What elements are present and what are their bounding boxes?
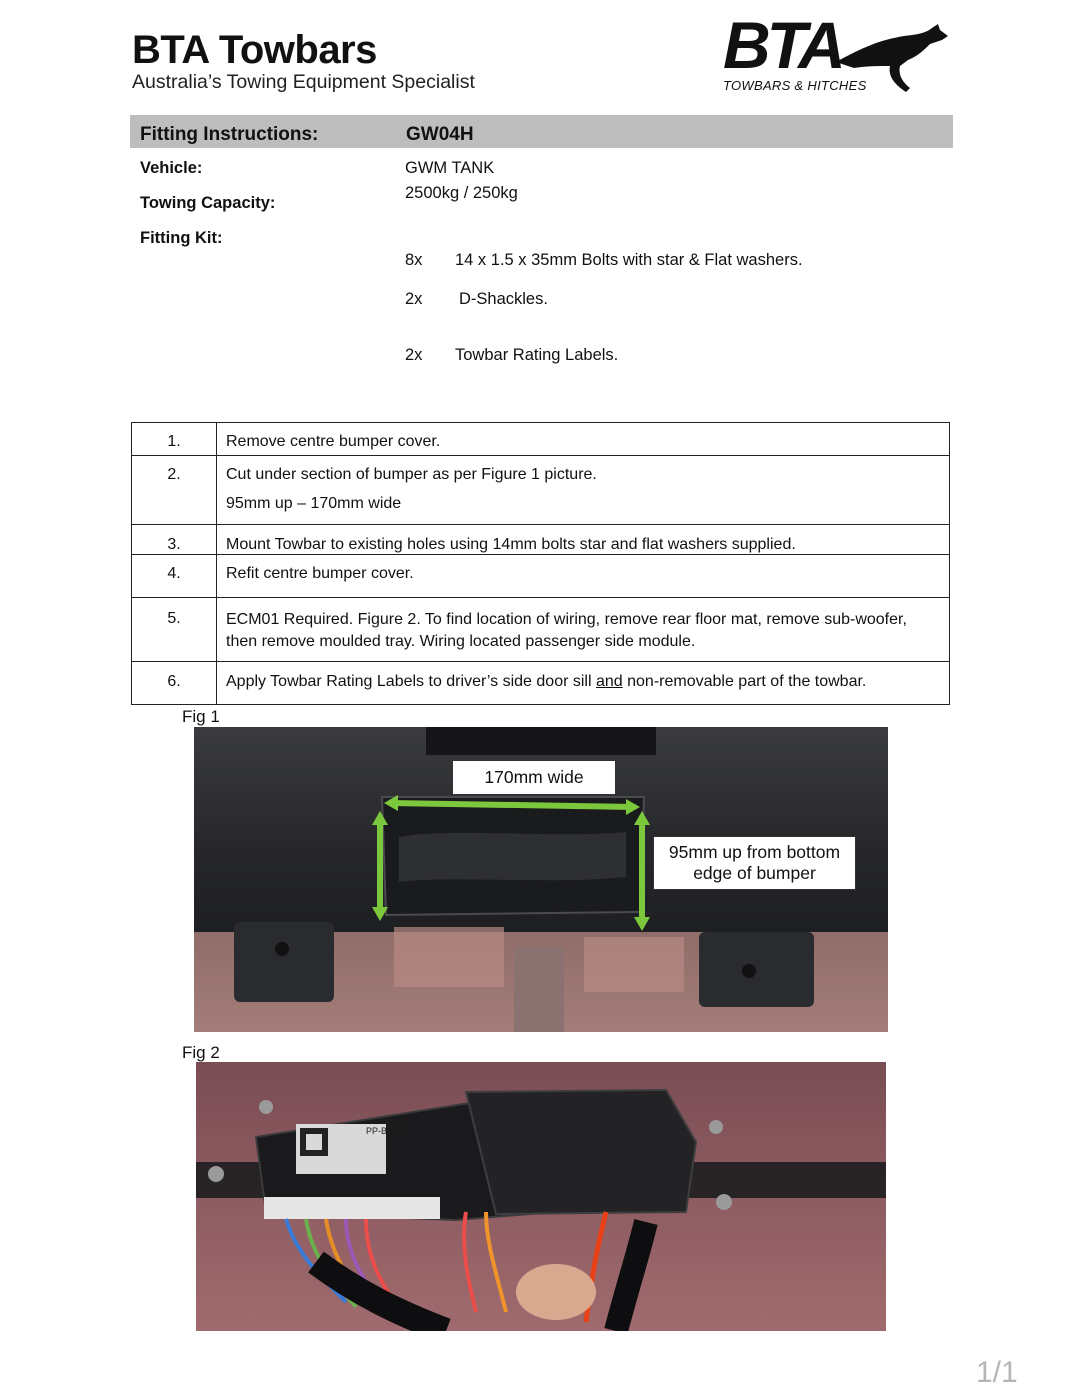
- bta-logo-text: BTA: [723, 8, 842, 82]
- step-row: [132, 423, 950, 456]
- step-row: [132, 598, 950, 662]
- brand-tagline: Australia’s Towing Equipment Specialist: [132, 71, 475, 93]
- step-number: 4.: [132, 555, 217, 598]
- vehicle-value: GWM TANK: [405, 159, 495, 177]
- kit-item-qty: 2x: [405, 290, 423, 308]
- kit-item-qty: 8x: [405, 251, 423, 269]
- kit-item-desc: 14 x 1.5 x 35mm Bolts with star & Flat washers.: [455, 251, 803, 269]
- step-number: 3.: [132, 525, 217, 555]
- kit-item-desc: Towbar Rating Labels.: [455, 346, 619, 364]
- fitting-kit-label: Fitting Kit:: [140, 229, 223, 247]
- step-row: [132, 555, 950, 598]
- steps-table: [131, 422, 950, 705]
- step-text-line2: 95mm up – 170mm wide: [226, 495, 402, 512]
- page-indicator: 1/1: [976, 1356, 1018, 1389]
- vehicle-label: Vehicle:: [140, 159, 203, 177]
- step-number: 2.: [132, 456, 217, 525]
- step-text: Cut under section of bumper as per Figure 1 picture.: [226, 466, 597, 483]
- towing-capacity-value: 2500kg / 250kg: [405, 184, 518, 202]
- step-text-end: non-removable part of the towbar.: [622, 673, 867, 690]
- wiring-module-illustration: [196, 1062, 886, 1331]
- step-row: [132, 456, 950, 525]
- height-callout-line1: 95mm up from bottom: [668, 842, 841, 862]
- step-text: Apply Towbar Rating Labels to driver’s side door sill: [226, 673, 596, 690]
- figure-1-photo: [194, 727, 888, 1032]
- step-number: 6.: [132, 662, 217, 705]
- kit-item-desc: D-Shackles.: [459, 290, 548, 308]
- step-number: 5.: [132, 598, 217, 662]
- kit-item-qty: 2x: [405, 346, 423, 364]
- bta-logo-subtitle: TOWBARS & HITCHES: [723, 78, 867, 93]
- figure-1-label: Fig 1: [182, 707, 220, 726]
- fitting-code: GW04H: [406, 124, 474, 145]
- figure-2-photo: [196, 1062, 886, 1331]
- height-callout-line2: edge of bumper: [693, 863, 816, 883]
- step-row: [132, 525, 950, 555]
- step-text-underlined: and: [595, 673, 623, 690]
- step-text: Remove centre bumper cover.: [217, 423, 950, 456]
- width-callout: 170mm wide: [452, 760, 616, 795]
- height-callout: [653, 836, 856, 890]
- step-text: ECM01 Required. Figure 2. To find location of wiring, remove rear floor mat, remove sub-woofer,: [226, 611, 907, 628]
- step-text-line2: then remove moulded tray. Wiring located passenger side module.: [226, 632, 696, 650]
- step-text: Refit centre bumper cover.: [217, 555, 950, 598]
- fitting-instructions-label: Fitting Instructions:: [140, 124, 319, 145]
- step-row: [132, 662, 950, 705]
- figure-2-label: Fig 2: [182, 1043, 220, 1062]
- step-number: 1.: [132, 423, 217, 456]
- module-code-label: PP-BF30: [366, 1126, 403, 1136]
- towing-capacity-label: Towing Capacity:: [140, 194, 276, 212]
- step-text: Mount Towbar to existing holes using 14mm bolts star and flat washers supplied.: [217, 525, 950, 555]
- brand-title: BTA Towbars: [132, 28, 377, 72]
